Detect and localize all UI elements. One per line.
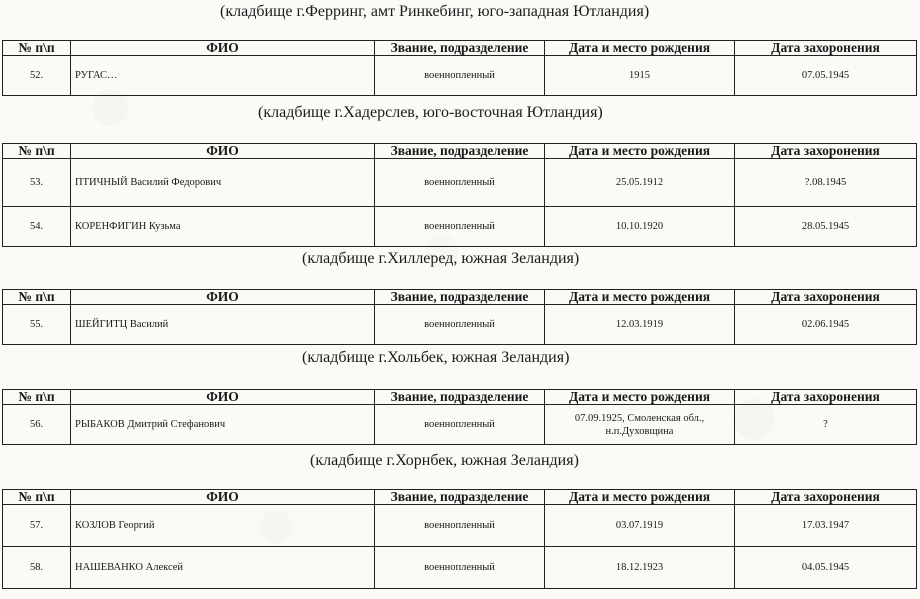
cemetery-caption: (кладбище г.Хольбек, южная Зеландия) — [302, 349, 570, 366]
header-name: ФИО — [71, 290, 375, 305]
cell-name: РЫБАКОВ Дмитрий Стефанович — [71, 405, 375, 445]
cell-birth: 1915 — [545, 56, 735, 96]
cemetery-caption: (кладбище г.Хиллеред, южная Зеландия) — [302, 250, 580, 267]
cemetery-caption: (кладбище г.Хорнбек, южная Зеландия) — [310, 452, 579, 469]
table-row — [3, 207, 917, 247]
header-birth: Дата и место рождения — [545, 490, 735, 505]
header-burial: Дата захоронения — [735, 290, 917, 305]
cell-rank: военнопленный — [375, 547, 545, 589]
header-birth: Дата и место рождения — [545, 390, 735, 405]
burial-table — [2, 389, 917, 445]
cell-number: 53. — [3, 159, 71, 207]
table-row — [3, 505, 917, 547]
table-row — [3, 547, 917, 589]
header-birth: Дата и место рождения — [545, 290, 735, 305]
cell-number: 52. — [3, 56, 71, 96]
table-row — [3, 159, 917, 207]
cell-name: ШЕЙГИТЦ Василий — [71, 305, 375, 345]
header-birth: Дата и место рождения — [545, 144, 735, 159]
burial-table — [2, 289, 917, 345]
cell-birth: 10.10.1920 — [545, 207, 735, 247]
cell-rank: военнопленный — [375, 505, 545, 547]
table-row — [3, 56, 917, 96]
cell-birth: 07.09.1925, Смоленская обл., н.п.Духовщина — [545, 405, 735, 445]
cell-name: ПТИЧНЫЙ Василий Федорович — [71, 159, 375, 207]
header-burial: Дата захоронения — [735, 144, 917, 159]
cell-name: КОРЕНФИГИН Кузьма — [71, 207, 375, 247]
cell-burial-date: 02.06.1945 — [735, 305, 917, 345]
cell-number: 55. — [3, 305, 71, 345]
cell-burial-date: ?.08.1945 — [735, 159, 917, 207]
cell-burial-date: ? — [735, 405, 917, 445]
table-row — [3, 305, 917, 345]
header-name: ФИО — [71, 41, 375, 56]
cell-number: 56. — [3, 405, 71, 445]
cell-rank: военнопленный — [375, 56, 545, 96]
header-name: ФИО — [71, 490, 375, 505]
table-header-row — [3, 41, 917, 56]
table-header-row — [3, 290, 917, 305]
header-number: № п\п — [3, 41, 71, 56]
header-rank: Звание, подразделение — [375, 390, 545, 405]
cell-name: РУГАС… — [71, 56, 375, 96]
cell-birth: 25.05.1912 — [545, 159, 735, 207]
cell-burial-date: 04.05.1945 — [735, 547, 917, 589]
header-burial: Дата захоронения — [735, 41, 917, 56]
table-header-row — [3, 144, 917, 159]
table-row — [3, 405, 917, 445]
header-burial: Дата захоронения — [735, 390, 917, 405]
burial-table — [2, 40, 917, 96]
header-number: № п\п — [3, 290, 71, 305]
header-rank: Звание, подразделение — [375, 290, 545, 305]
burial-table — [2, 143, 917, 247]
cell-burial-date: 07.05.1945 — [735, 56, 917, 96]
table-header-row — [3, 390, 917, 405]
cell-rank: военнопленный — [375, 405, 545, 445]
header-rank: Звание, подразделение — [375, 41, 545, 56]
cell-birth: 12.03.1919 — [545, 305, 735, 345]
cell-number: 58. — [3, 547, 71, 589]
cell-rank: военнопленный — [375, 207, 545, 247]
cell-name: КОЗЛОВ Георгий — [71, 505, 375, 547]
header-rank: Звание, подразделение — [375, 144, 545, 159]
header-name: ФИО — [71, 144, 375, 159]
cemetery-caption: (кладбище г.Ферринг, амт Ринкебинг, юго-западная Ютландия) — [220, 3, 650, 20]
cemetery-caption: (кладбище г.Хадерслев, юго-восточная Ютландия) — [258, 104, 603, 121]
cell-burial-date: 17.03.1947 — [735, 505, 917, 547]
cell-number: 57. — [3, 505, 71, 547]
header-name: ФИО — [71, 390, 375, 405]
header-birth: Дата и место рождения — [545, 41, 735, 56]
header-number: № п\п — [3, 490, 71, 505]
header-number: № п\п — [3, 144, 71, 159]
cell-birth: 18.12.1923 — [545, 547, 735, 589]
cell-number: 54. — [3, 207, 71, 247]
table-header-row — [3, 490, 917, 505]
header-burial: Дата захоронения — [735, 490, 917, 505]
cell-name: НАШЕВАНКО Алексей — [71, 547, 375, 589]
cell-rank: военнопленный — [375, 305, 545, 345]
header-rank: Звание, подразделение — [375, 490, 545, 505]
burial-table — [2, 489, 917, 589]
cell-rank: военнопленный — [375, 159, 545, 207]
cell-birth: 03.07.1919 — [545, 505, 735, 547]
header-number: № п\п — [3, 390, 71, 405]
cell-burial-date: 28.05.1945 — [735, 207, 917, 247]
